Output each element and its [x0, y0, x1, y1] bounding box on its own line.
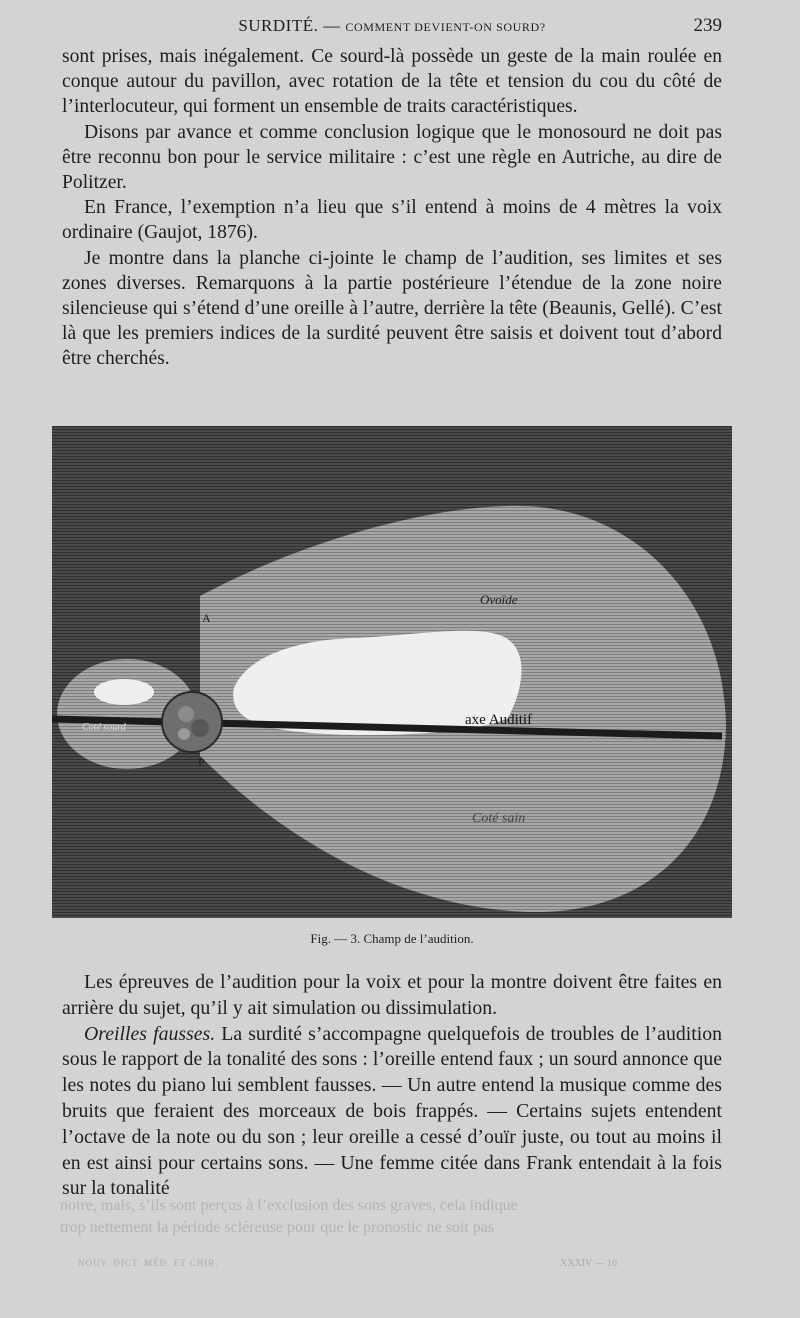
figure-caption: Fig. — 3. Champ de l’audition. — [310, 931, 474, 946]
bleed-through-text — [60, 1195, 740, 1239]
paragraph: Je montre dans la planche ci-jointe le champ de l’audition, ses limites et ses zones diverses. Remarquons à la partie postérieure l’étendue de la zone noire silencieuse qui s’étend d’une oreille à l’autre, derrière la tête (Beaunis, Gellé). C’est là que les premiers indices de la surdité peuvent être saisis et doivent tout d’abord être cherchés. — [62, 247, 722, 370]
running-title — [62, 16, 722, 36]
label-a: A — [202, 611, 211, 625]
paragraph-text: La surdité s’accompagne quelquefois de troubles de l’audition sous le rapport de la tonalité des sons : l’oreille entend faux ; un sourd annonce que les notes du piano lui semblent fausses. — Un autre entend la musique comme des bruits que feraient des morceaux de bois frappés. — Certains sujets entendent l’octave de la note ou du son ; leur oreille a cessé d’ouïr juste, ou tout au moins il en est ainsi pour certains sons. — Une femme citée dans Frank entendait à la fois sur la tonalité — [62, 1022, 722, 1200]
bleed-through-line: trop nettement la période scléreuse pour que le pronostic ne soit pas — [60, 1219, 495, 1236]
page-number: 239 — [693, 15, 722, 36]
bleed-through-line: notre, mais, s’ils sont perçus à l’exclusion des sons graves, cela indique — [60, 1197, 518, 1214]
bleed-through-footer: NOUV. DICT. MÉD. ET CHIR. — [78, 1258, 219, 1268]
header-title-separator: — — [318, 16, 346, 35]
header-title-main: SURDITÉ. — [238, 16, 319, 35]
paragraph — [62, 1022, 722, 1203]
head-detail — [178, 728, 190, 740]
paragraph: En France, l’exemption n’a lieu que s’il entend à moins de 4 mètres la voix ordinaire (Gaujot, 1876). — [62, 197, 722, 244]
label-ovoide: Ovoïde — [480, 592, 518, 607]
head-detail — [178, 706, 194, 722]
paragraph: sont prises, mais inégalement. Ce sourd-là possède un geste de la main roulée en conque autour du pavillon, avec rotation de la tête et tension du cou du côté de l’interlocuteur, qui forment un ensemble de traits caractéristiques. — [62, 46, 722, 118]
paragraph: Disons par avance et comme conclusion logique que le monosourd ne doit pas être reconnu bon pour le service militaire : c’est une règle en Autriche, au dire de Politzer. — [62, 121, 722, 194]
label-cote-sain: Coté sain — [472, 811, 526, 826]
label-axe-auditif: axe Auditif — [465, 712, 533, 728]
deaf-side-inner-zone — [94, 679, 154, 705]
figure-hearing-field — [52, 426, 732, 918]
bleed-through-footer-number: XXXIV — 16 — [560, 1258, 618, 1269]
section-heading-oreilles-fausses: Oreilles fausses. — [84, 1022, 216, 1045]
body-text-top — [62, 44, 722, 372]
hearing-field-diagram — [52, 426, 732, 918]
head-figure — [162, 692, 222, 752]
label-p: P — [198, 755, 205, 769]
header-title-sub: COMMENT DEVIENT-ON SOURD? — [345, 20, 546, 34]
head-detail — [191, 719, 209, 737]
label-cote-sourd: Coté sourd — [82, 722, 126, 733]
running-header — [62, 12, 722, 40]
paragraph: Les épreuves de l’audition pour la voix et pour la montre doivent être faites en arrière du sujet, qu’il y ait simulation ou dissimulation. — [62, 971, 722, 1019]
body-text-bottom — [62, 970, 722, 1202]
